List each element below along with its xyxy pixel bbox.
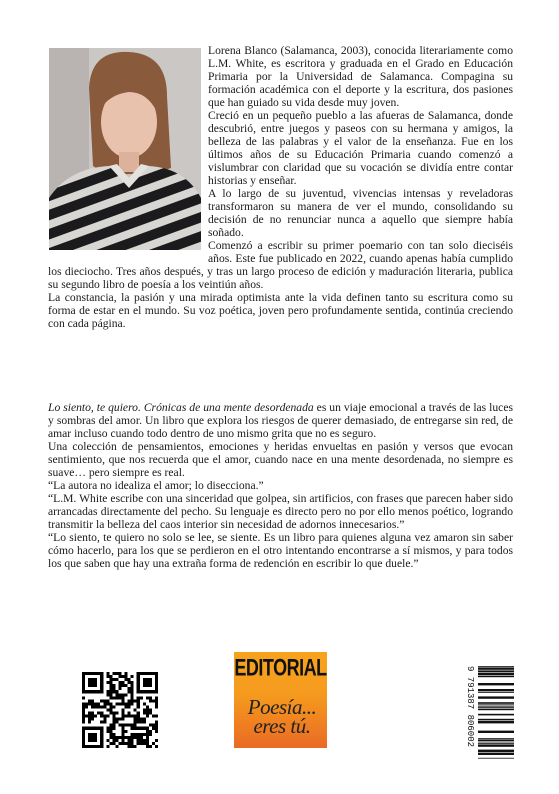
publisher-logo bbox=[234, 652, 327, 748]
isbn-barcode-icon bbox=[462, 662, 516, 766]
barcode-bar bbox=[478, 704, 514, 705]
review-quote: “L.M. White escribe con una sinceridad que golpea, sin artificios, con frases que parecen haber sido arrancadas directamente del pecho. Su lenguaje es directo pero no por ello menos poético, logrando transmitir la belleza del caos interior sin necesidad de adornos innecesarios.” bbox=[48, 492, 513, 531]
bio-paragraph: Comenzó a escribir su primer poemario con tan solo dieciséis años. Este fue publicado en 2022, cuando apenas había cumplido los dieciocho. Tres años después, y tras un largo proceso de edición y maduración literaria, publica su segundo libro de poesía a los veintiún años. bbox=[48, 239, 513, 291]
barcode-bar bbox=[478, 721, 514, 723]
barcode-bar bbox=[478, 666, 514, 667]
barcode-bar bbox=[478, 706, 514, 707]
barcode-bar bbox=[478, 738, 514, 739]
barcode-digits: 9 791387 806002 bbox=[465, 666, 475, 748]
barcode-bar bbox=[478, 696, 514, 698]
barcode-bar bbox=[478, 707, 514, 708]
bio-paragraph: La constancia, la pasión y una mirada optimista ante la vida definen tanto su escritura como su forma de estar en el mundo. Su voz poética, joven pero profundamente sentida, continúa creciendo con cada página. bbox=[48, 291, 513, 330]
qr-code-icon bbox=[82, 672, 158, 748]
bio-paragraph: Creció en un pequeño pueblo a las afueras de Salamanca, donde descubrió, entre juegos y paseos con su hermana y amigos, la belleza de las palabras y el valor de la enseñanza. Fue en los últimos años de su Educación Primaria cuando comenzó a vislumbrar con claridad que su vocación se dividía entre contar historias y enseñar. bbox=[208, 109, 513, 187]
review-quote: “La autora no idealiza el amor; lo disecciona.” bbox=[48, 479, 264, 492]
barcode-bar bbox=[478, 683, 514, 685]
barcode-bar bbox=[478, 667, 514, 669]
barcode-bar bbox=[478, 742, 514, 743]
barcode-bar bbox=[478, 709, 514, 711]
barcode-bar bbox=[478, 753, 514, 755]
barcode-bar bbox=[478, 673, 514, 675]
book-title: Lo siento, te quiero. Crónicas de una mente desordenada bbox=[48, 401, 314, 414]
barcode-bar bbox=[478, 719, 514, 721]
barcode-bar bbox=[478, 750, 514, 752]
photo-spacer bbox=[48, 44, 208, 264]
barcode-bar bbox=[478, 689, 514, 691]
barcode-bar bbox=[478, 676, 514, 678]
author-biography bbox=[48, 44, 513, 330]
review-quote: “Lo siento, te quiero no solo se lee, se siente. Es un libro para quienes alguna vez amaron sin saber cómo hacerlo, para los que se perdieron en el otro intentando encontrarse a sí mismos, y para todos los que saben que hay una extraña forma de redención en escribir lo que duele.” bbox=[48, 531, 513, 570]
blurb-paragraph: Una colección de pensamientos, emociones y heridas envueltas en pasión y versos que evocan sentimiento, que nos recuerda que el amor, cuando nace en una mente desordenada, no siempre es suave… pero siempre es real. bbox=[48, 440, 513, 479]
book-blurb bbox=[48, 401, 513, 570]
barcode-bar bbox=[478, 744, 514, 746]
bio-paragraph: A lo largo de su juventud, vivencias intensas y reveladoras transformaron su manera de ver el mundo, consolidando su decisión de no renunciar nunca a aquello que siempre había soñado. bbox=[208, 187, 513, 239]
barcode-bar bbox=[478, 743, 514, 744]
bio-paragraph: Lorena Blanco (Salamanca, 2003), conocida literariamente como L.M. White, es escritora y graduada en el Grado en Educación Primaria por la Universidad de Salamanca. Compagina su formación académica con el deporte y la escritura, dos pasiones que han guiado su vida desde muy joven. bbox=[208, 44, 513, 109]
barcode-bar bbox=[478, 702, 514, 704]
barcode-bar bbox=[478, 714, 514, 716]
barcode-bar bbox=[478, 692, 514, 693]
blurb-text: es un viaje emocional a través de las luces y sombras del amor. Un libro que explora los riesgos de querer demasiado, de entregarse sin red, de amar incluso cuando todo dentro de uno mismo grita que no es seguro. bbox=[48, 401, 513, 440]
barcode-bar bbox=[478, 739, 514, 741]
publisher-logo-top: EDITORIAL bbox=[234, 654, 327, 681]
blurb-paragraph bbox=[48, 401, 513, 440]
publisher-logo-line: eres tú. bbox=[253, 714, 311, 738]
barcode-bar bbox=[478, 758, 514, 759]
barcode-bar bbox=[478, 670, 514, 672]
publisher-logo-line: Poesía... bbox=[247, 695, 317, 719]
barcode-bar bbox=[478, 731, 514, 733]
publisher-logo-tagline bbox=[238, 695, 326, 738]
